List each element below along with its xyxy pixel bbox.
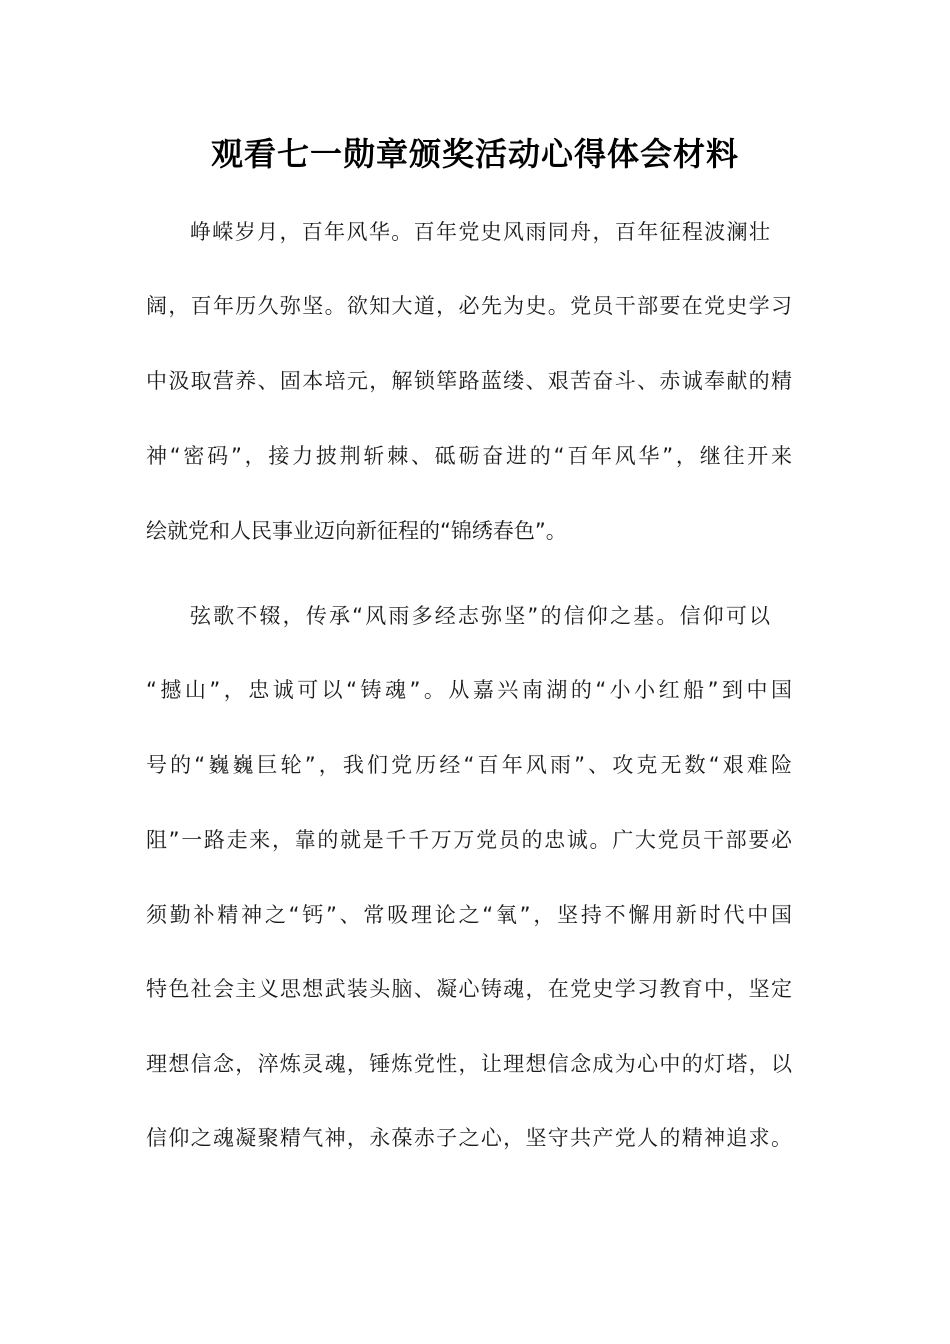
paragraph-2-line-4: 阻”一路走来，靠的就是千千万万党员的忠诚。广大党员干部要必 xyxy=(146,828,792,852)
paragraph-1-line-4: 神“密码”，接力披荆斩棘、砥砺奋进的“百年风华”，继往开来 xyxy=(146,444,792,468)
paragraph-2-line-8: 信仰之魂凝聚精气神，永葆赤子之心，坚守共产党人的精神追求。 xyxy=(146,1126,792,1150)
paragraph-1-line-5: 绘就党和人民事业迈向新征程的“锦绣春色”。 xyxy=(146,519,567,543)
paragraph-2-line-5: 须勤补精神之“钙”、常吸理论之“氧”，坚持不懈用新时代中国 xyxy=(146,903,792,927)
paragraph-2-line-3: 号的“巍巍巨轮”，我们党历经“百年风雨”、攻克无数“艰难险 xyxy=(146,753,792,777)
paragraph-2-line-2: “撼山”，忠诚可以“铸魂”。从嘉兴南湖的“小小红船”到中国 xyxy=(146,678,792,702)
paragraph-1-line-3: 中汲取营养、固本培元，解锁筚路蓝缕、艰苦奋斗、赤诚奉献的精 xyxy=(146,369,792,393)
paragraph-2-line-1: 弦歌不辍，传承“风雨多经志弥坚”的信仰之基。信仰可以 xyxy=(190,604,770,628)
paragraph-1-line-2: 阔，百年历久弥坚。欲知大道，必先为史。党员干部要在党史学习 xyxy=(146,294,792,318)
paragraph-2-line-7: 理想信念，淬炼灵魂，锤炼党性，让理想信念成为心中的灯塔，以 xyxy=(146,1052,792,1076)
paragraph-2-line-6: 特色社会主义思想武装头脑、凝心铸魂，在党史学习教育中，坚定 xyxy=(146,977,792,1001)
document-title: 观看七一勋章颁奖活动心得体会材料 xyxy=(210,135,739,173)
paragraph-1-line-1: 峥嵘岁月，百年风华。百年党史风雨同舟，百年征程波澜壮 xyxy=(190,220,770,244)
